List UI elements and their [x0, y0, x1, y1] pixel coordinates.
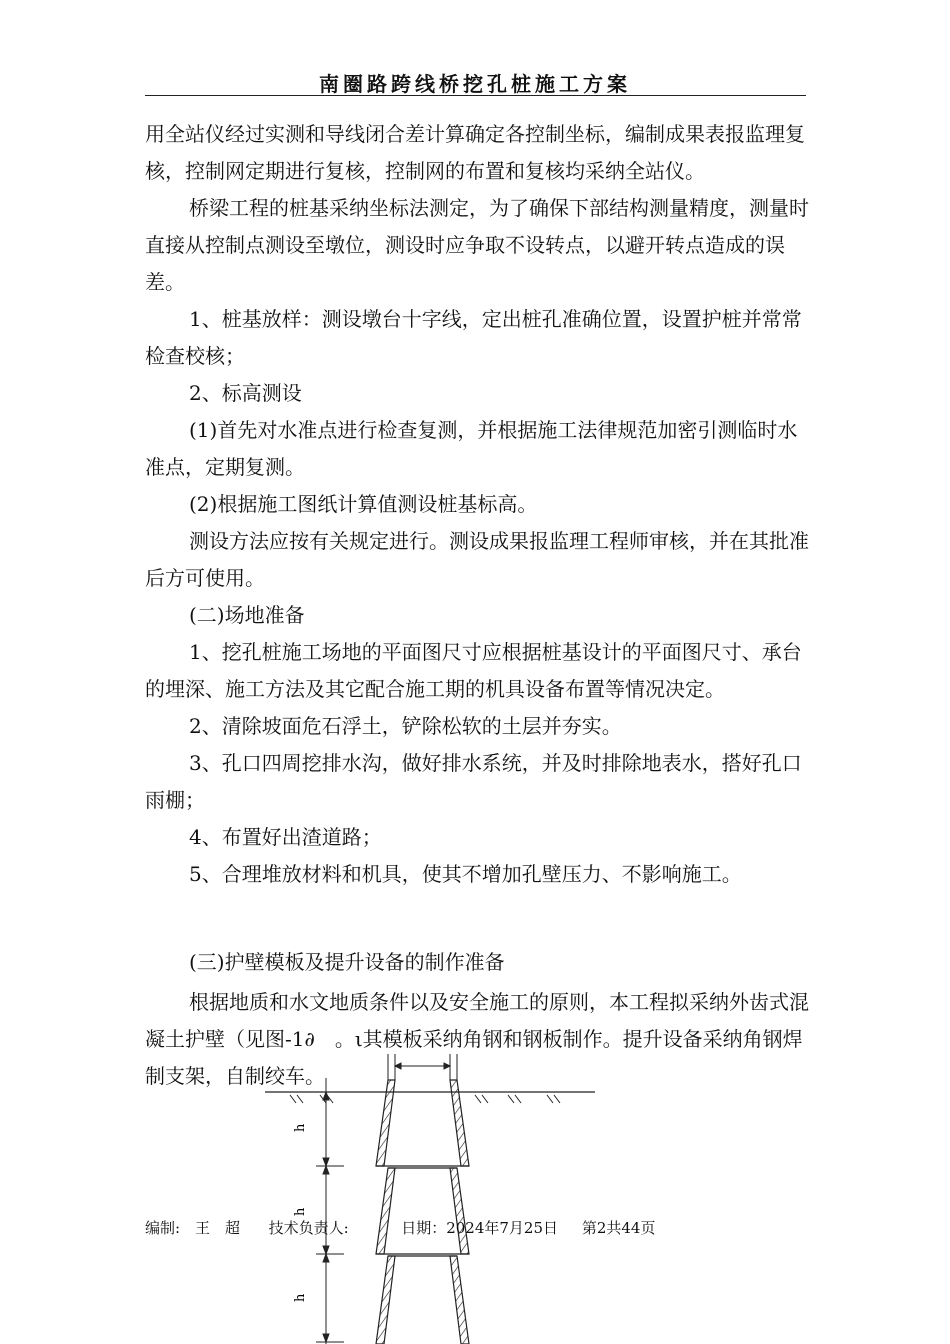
paragraph: 1、挖孔桩施工场地的平面图尺寸应根据桩基设计的平面图尺寸、承台的埋深、施工方法及其它配合施工期的机具设备布置等情况决定。	[145, 640, 802, 701]
paragraph: (2)根据施工图纸计算值测设桩基标高。	[189, 492, 538, 516]
ground-symbols	[290, 1095, 560, 1103]
paragraph: 测设方法应按有关规定进行。测设成果报监理工程师审核，并在其批准后方可使用。	[145, 529, 809, 590]
wall-segments	[376, 1080, 469, 1344]
dim-label-h: h	[293, 1293, 308, 1302]
paragraph: 2、标高测设	[189, 381, 302, 405]
section-heading: (三)护壁模板及提升设备的制作准备	[189, 950, 505, 974]
retaining-wall-figure	[250, 1040, 610, 1344]
paragraph: 用全站仪经过实测和导线闭合差计算确定各控制坐标，编制成果表报监理复核，控制网定期进行复核，控制网的布置和复核均采纳全站仪。	[145, 122, 805, 183]
paragraph: 5、合理堆放材料和机具，使其不增加孔壁压力、不影响施工。	[189, 862, 742, 886]
footer-date: 日期：2024年7月25日	[401, 1219, 558, 1237]
page-footer	[145, 1217, 655, 1238]
paragraph: 桥梁工程的桩基采纳坐标法测定，为了确保下部结构测量精度，测量时直接从控制点测设至墩位，测设时应争取不设转点，以避开转点造成的误差。	[145, 196, 809, 294]
paragraph: 1、桩基放样：测设墩台十字线，定出桩孔准确位置，设置护桩并常常检查校核；	[145, 307, 802, 368]
dim-label-h: h	[293, 1123, 308, 1132]
top-dimension	[388, 1054, 457, 1080]
header-rule	[145, 95, 806, 96]
dim-label-h: h	[293, 1207, 308, 1216]
page-header-title: 南圈路跨线桥挖孔桩施工方案	[319, 72, 631, 96]
paragraph: 2、清除坡面危石浮土，铲除松软的土层并夯实。	[189, 714, 622, 738]
body-text-section-1	[145, 116, 810, 893]
section-heading: (二)场地准备	[189, 603, 305, 627]
paragraph: 4、布置好出渣道路；	[189, 825, 382, 849]
footer-tech-lead: 技术负责人:	[268, 1219, 349, 1237]
paragraph: (1)首先对水准点进行检查复测，并根据施工法律规范加密引测临时水准点，定期复测。	[145, 418, 798, 479]
left-dimension	[316, 1078, 344, 1344]
paragraph: 根据地质和水文地质条件以及安全施工的原则，本工程拟采纳外齿式混凝土护壁（见图-1∂ 。ι其模板采纳角钢和钢板制作。提升设备采纳角钢焊制支架，自制绞车。	[145, 990, 809, 1088]
footer-prepared-by: 编制: 王 超	[145, 1219, 241, 1237]
footer-page-number: 第2共44页	[581, 1219, 656, 1237]
paragraph: 3、孔口四周挖排水沟，做好排水系统，并及时排除地表水，搭好孔口雨棚；	[145, 751, 802, 812]
